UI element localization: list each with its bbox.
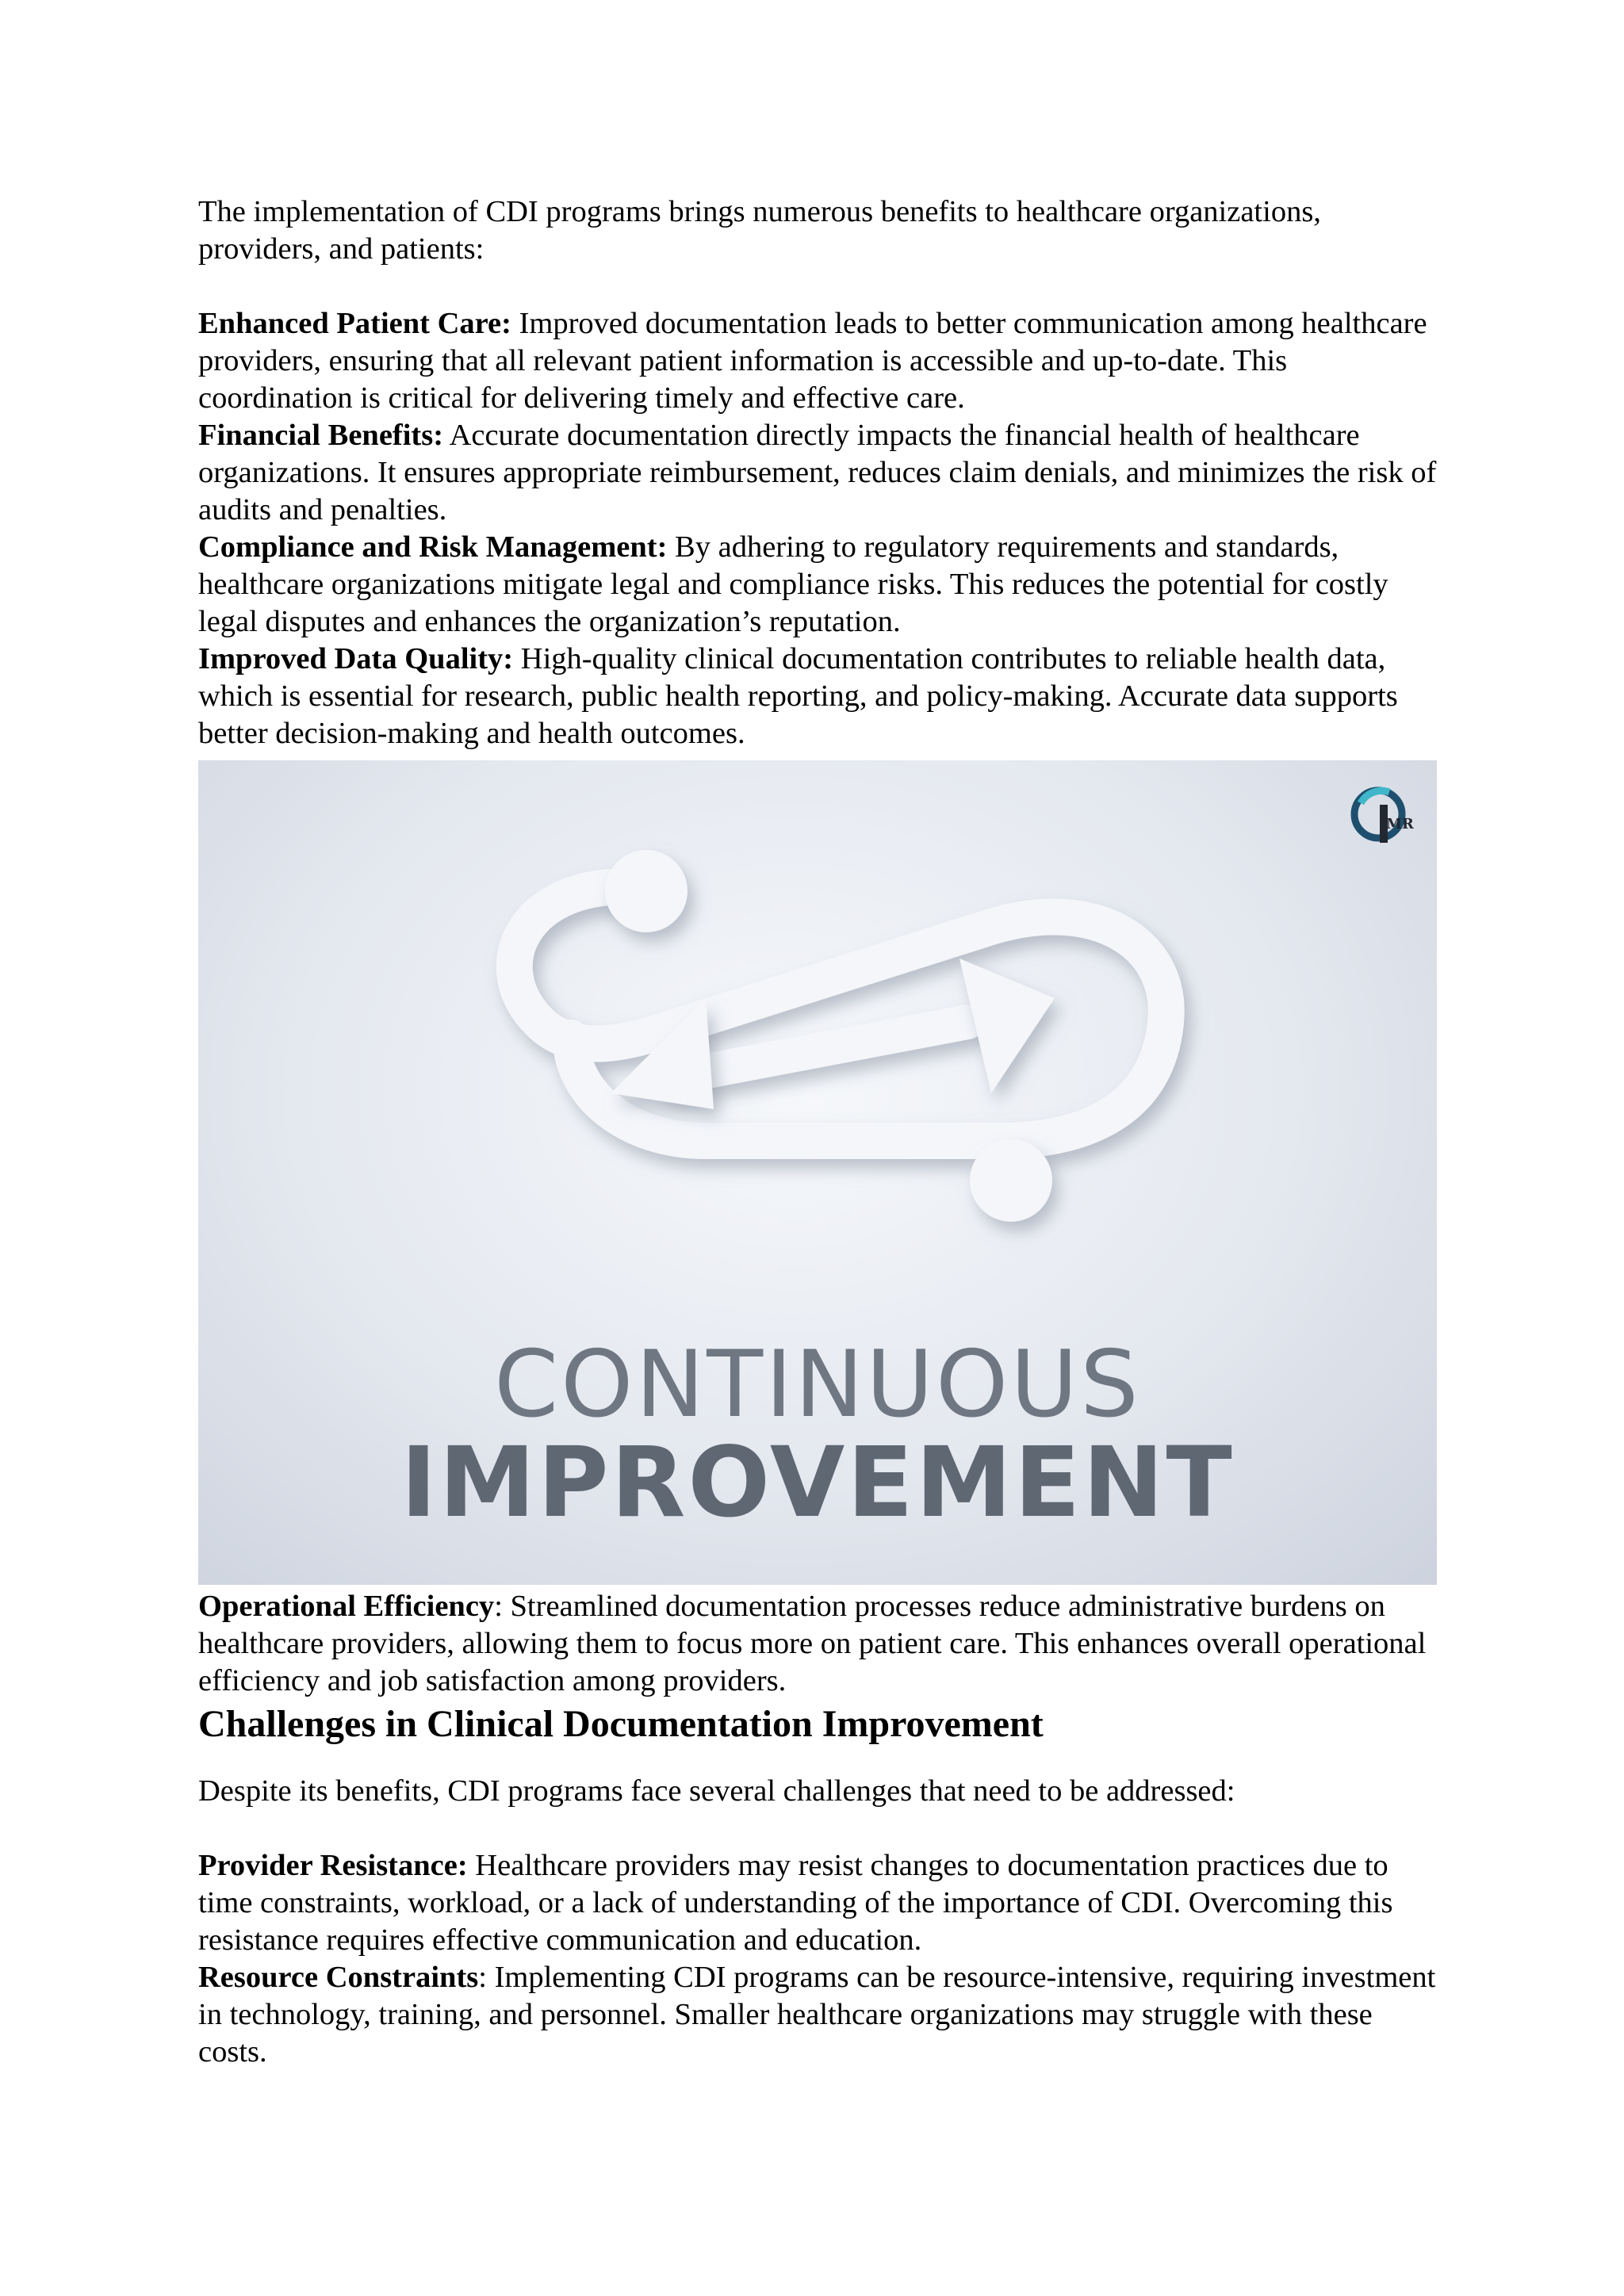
- benefit-term: Financial Benefits:: [198, 419, 444, 452]
- benefit-text: Accurate documentation directly impacts the financial health of healthcare organizations. It ensures appropriate reimbursement, reduces claim denials, and minimizes the risk of audits and penalties.: [198, 419, 1437, 526]
- challenge-term: Resource Constraints: [198, 1961, 479, 1994]
- benefit-text: High-quality clinical documentation contributes to reliable health data, which is essential for research, public health reporting, and policy-making. Accurate data supports better decision-making and health outcomes.: [198, 642, 1398, 750]
- benefit-term: Compliance and Risk Management:: [198, 530, 668, 564]
- figure-title-line1: CONTINUOUS: [494, 1331, 1141, 1438]
- challenge-term: Provider Resistance:: [198, 1849, 468, 1882]
- figure-title-line2: IMPROVEMENT: [400, 1426, 1235, 1539]
- intro-paragraph: The implementation of CDI programs brings numerous benefits to healthcare organizations, providers, and patients:: [198, 195, 1321, 266]
- challenge-text: : Implementing CDI programs can be resource-intensive, requiring investment in technology, training, and personnel. Smaller healthcare organizations may struggle with these costs.: [198, 1961, 1436, 2068]
- benefit-enhanced-patient-care: [198, 305, 1443, 417]
- challenge-provider-resistance: [198, 1847, 1443, 1959]
- challenge-text: Healthcare providers may resist changes to documentation practices due to time constraints, workload, or a lack of understanding of the importance of CDI. Overcoming this resistance requires effective communication and education.: [198, 1849, 1393, 1957]
- continuous-improvement-image: [198, 760, 1437, 1585]
- benefit-financial: [198, 417, 1443, 529]
- benefit-operational-efficiency: [198, 1588, 1443, 1700]
- benefit-text: : Streamlined documentation processes reduce administrative burdens on healthcare providers, allowing them to focus more on patient care. This enhances overall operational efficiency and job satisfaction among providers.: [198, 1590, 1427, 1697]
- benefit-text: By adhering to regulatory requirements and standards, healthcare organizations mitigate legal and compliance risks. This reduces the potential for costly legal disputes and enhances the organization’s reputation.: [198, 530, 1388, 638]
- benefit-compliance: [198, 529, 1443, 641]
- challenges-heading: Challenges in Clinical Documentation Improvement: [198, 1703, 1044, 1745]
- imr-logo: [1350, 781, 1429, 852]
- benefit-data-quality: [198, 641, 1443, 752]
- document-page: [198, 193, 1443, 2071]
- logo-text: MR: [1386, 816, 1414, 832]
- benefit-term: Enhanced Patient Care:: [198, 307, 511, 340]
- benefit-text: Improved documentation leads to better communication among healthcare providers, ensuring that all relevant patient information is accessible and up-to-date. This coordination is critical for delivering timely and effective care.: [198, 307, 1427, 415]
- challenge-resource-constraints: [198, 1959, 1443, 2071]
- benefit-term: Operational Efficiency: [198, 1590, 495, 1623]
- challenges-intro: Despite its benefits, CDI programs face several challenges that need to be addressed:: [198, 1774, 1235, 1808]
- benefit-term: Improved Data Quality:: [198, 642, 514, 675]
